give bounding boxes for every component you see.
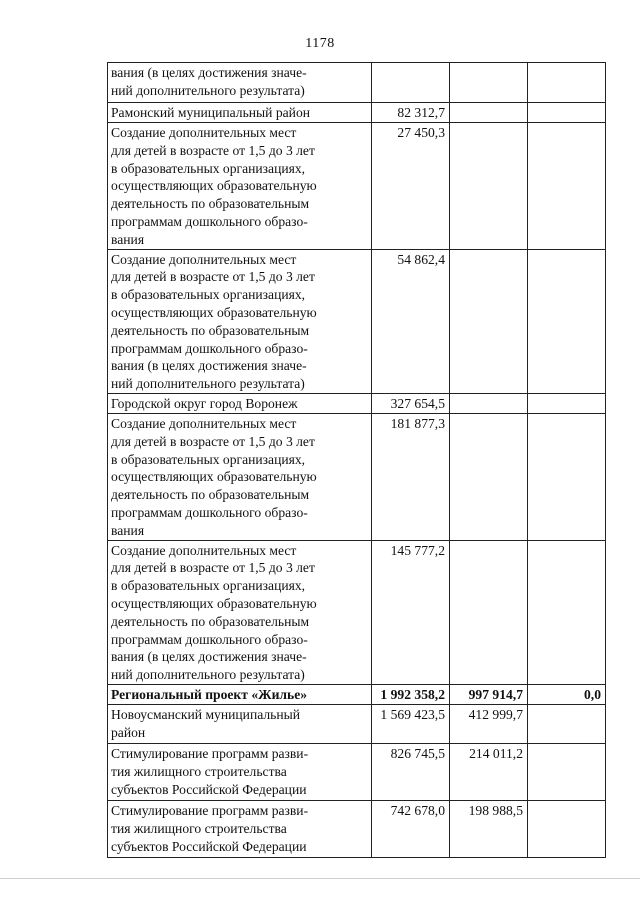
value-col-1-cell: 327 654,5 <box>372 393 450 413</box>
value-col-1-cell: 82 312,7 <box>372 103 450 123</box>
value-col-1-cell: 826 745,5 <box>372 743 450 800</box>
value-col-2-cell <box>450 123 528 250</box>
row-name-cell: Создание дополнительных мест для детей в возрасте от 1,5 до 3 лет в образовательных организациях, осуществляющих образовательную деятельность по образовательным программам дошкольного образо- вания (в целях достижения значе- ний дополнительного результата) <box>108 249 372 393</box>
value-col-1-cell: 742 678,0 <box>372 800 450 857</box>
budget-table <box>107 62 606 858</box>
value-col-2-cell <box>450 413 528 540</box>
table-row <box>108 540 606 684</box>
value-col-3-cell <box>528 103 606 123</box>
row-name-cell: Рамонский муниципальный район <box>108 103 372 123</box>
value-col-3-cell <box>528 800 606 857</box>
table-row <box>108 123 606 250</box>
value-col-1-cell: 1 992 358,2 <box>372 684 450 704</box>
table-row <box>108 704 606 743</box>
value-col-3-cell <box>528 540 606 684</box>
row-name-cell: Стимулирование программ разви- тия жилищного строительства субъектов Российской Федерации <box>108 800 372 857</box>
row-name-cell: Создание дополнительных мест для детей в возрасте от 1,5 до 3 лет в образовательных организациях, осуществляющих образовательную деятельность по образовательным программам дошкольного образо- вания <box>108 413 372 540</box>
page-number: 1178 <box>305 36 335 51</box>
value-col-2-cell: 198 988,5 <box>450 800 528 857</box>
table-row <box>108 413 606 540</box>
value-col-2-cell: 412 999,7 <box>450 704 528 743</box>
value-col-1-cell <box>372 63 450 103</box>
value-col-3-cell <box>528 743 606 800</box>
value-col-3-cell <box>528 63 606 103</box>
value-col-2-cell <box>450 249 528 393</box>
value-col-1-cell: 1 569 423,5 <box>372 704 450 743</box>
row-name-cell: Стимулирование программ разви- тия жилищного строительства субъектов Российской Федерации <box>108 743 372 800</box>
row-name-cell: Создание дополнительных мест для детей в возрасте от 1,5 до 3 лет в образовательных организациях, осуществляющих образовательную деятельность по образовательным программам дошкольного образо- вания <box>108 123 372 250</box>
value-col-1-cell: 145 777,2 <box>372 540 450 684</box>
value-col-3-cell <box>528 123 606 250</box>
row-name-cell: Новоусманский муниципальный район <box>108 704 372 743</box>
value-col-3-cell <box>528 413 606 540</box>
row-name-cell: Городской округ город Воронеж <box>108 393 372 413</box>
budget-table-body <box>108 63 606 858</box>
value-col-3-cell <box>528 393 606 413</box>
table-row <box>108 684 606 704</box>
row-name-cell: Региональный проект «Жилье» <box>108 684 372 704</box>
value-col-2-cell <box>450 393 528 413</box>
value-col-2-cell: 214 011,2 <box>450 743 528 800</box>
row-name-cell: вания (в целях достижения значе- ний дополнительного результата) <box>108 63 372 103</box>
value-col-1-cell: 27 450,3 <box>372 123 450 250</box>
page-bottom-divider <box>0 878 640 879</box>
value-col-1-cell: 54 862,4 <box>372 249 450 393</box>
table-row <box>108 743 606 800</box>
table-row <box>108 800 606 857</box>
value-col-2-cell <box>450 63 528 103</box>
table-row <box>108 249 606 393</box>
value-col-2-cell <box>450 103 528 123</box>
value-col-1-cell: 181 877,3 <box>372 413 450 540</box>
value-col-2-cell <box>450 540 528 684</box>
table-row <box>108 103 606 123</box>
value-col-3-cell: 0,0 <box>528 684 606 704</box>
value-col-3-cell <box>528 704 606 743</box>
row-name-cell: Создание дополнительных мест для детей в возрасте от 1,5 до 3 лет в образовательных организациях, осуществляющих образовательную деятельность по образовательным программам дошкольного образо- вания (в целях достижения значе- ний дополнительного результата) <box>108 540 372 684</box>
value-col-3-cell <box>528 249 606 393</box>
table-row <box>108 393 606 413</box>
table-row <box>108 63 606 103</box>
value-col-2-cell: 997 914,7 <box>450 684 528 704</box>
